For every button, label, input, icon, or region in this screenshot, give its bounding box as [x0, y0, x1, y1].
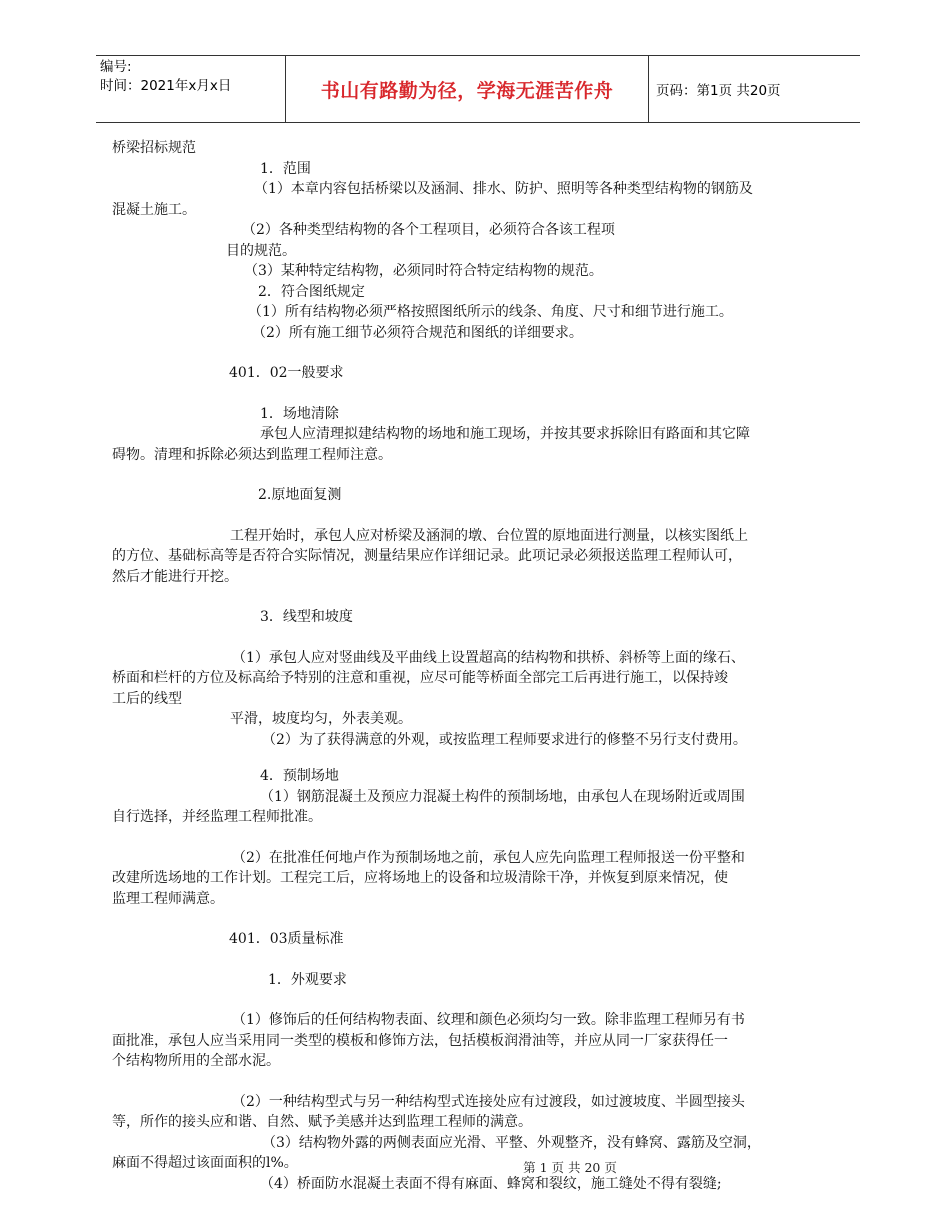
paragraph-line: 监理工程师满意。 [112, 890, 224, 907]
paragraph-line: （2）各种类型结构物的各个工程项目，必须符合各该工程项 [242, 222, 615, 238]
paragraph-line: （1）钢筋混凝土及预应力混凝土构件的预制场地，由承包人在现场附近或周围 [260, 788, 745, 805]
page-header [96, 55, 860, 123]
paragraph-line: 等，所作的接头应和谐、自然、赋予美感并达到监理工程师的满意。 [112, 1114, 532, 1130]
section-heading: 1．场地清除 [260, 405, 339, 422]
footer-page-number: 第 1 页 共 20 页 [523, 1160, 617, 1175]
doc-title: 桥梁招标规范 [112, 140, 196, 156]
section-number-heading: 401．02一般要求 [229, 365, 344, 381]
number-label: 编号: [100, 59, 132, 75]
paragraph-line: 麻面不得超过该面面积的l%。 [112, 1155, 298, 1171]
document-body [112, 138, 832, 1194]
motto-text: 书山有路勤为径，学海无涯苦作舟 [320, 79, 614, 102]
paragraph-line: （2）一种结构型式与另一种结构型式连接处应有过渡段，如过渡坡度、半圆型接头 [232, 1093, 745, 1110]
paragraph-line: 工后的线型 [112, 690, 182, 707]
section-number-heading: 401．03质量标准 [229, 931, 344, 947]
header-motto-cell [285, 56, 649, 122]
paragraph-line: 桥面和栏杆的方位及标高给予特别的注意和重视，应尽可能等桥面全部完工后再进行施工，以保持竣 [112, 670, 728, 686]
paragraph-line: （1）所有结构物必须严格按照图纸所示的线条、角度、尺寸和细节进行施工。 [248, 304, 733, 320]
section-heading: 4．预制场地 [260, 768, 339, 784]
section-heading: 2.原地面复测 [258, 487, 342, 503]
section-heading: 2．符合图纸规定 [258, 283, 365, 300]
paragraph-line: （2）所有施工细节必须符合规范和图纸的详细要求。 [252, 324, 583, 341]
paragraph-line: 工程开始时，承包人应对桥梁及涵洞的墩、台位置的原地面进行测量，以核实图纸上 [230, 527, 748, 544]
paragraph-line: 然后才能进行开挖。 [112, 568, 238, 585]
paragraph-line: 个结构物所用的全部水泥。 [112, 1053, 280, 1069]
paragraph-line: （2）为了获得满意的外观，或按监理工程师要求进行的修整不另行支付费用。 [262, 731, 747, 748]
paragraph-line: （1）本章内容包括桥梁以及涵洞、排水、防护、照明等各种类型结构物的钢筋及 [254, 181, 753, 197]
paragraph-line: （1）修饰后的任何结构物表面、纹理和颜色必须均匀一致。除非监理工程师另有书 [232, 1012, 745, 1028]
paragraph-line: 改建所选场地的工作计划。工程完工后，应将场地上的设备和垃圾清除干净，并恢复到原来情况，使 [112, 870, 728, 886]
section-heading: 3．线型和坡度 [260, 609, 353, 625]
paragraph-line: 平滑，坡度均匀，外表美观。 [230, 711, 412, 727]
paragraph-line: 碍物。清理和拆除必须达到监理工程师注意。 [112, 446, 392, 463]
section-heading: 1．外观要求 [268, 971, 347, 988]
paragraph-line: （3）结构物外露的两侧表面应光滑、平整、外观整齐，没有蜂窝、露筋及空洞， [262, 1134, 761, 1151]
paragraph-line: 的方位、基础标高等是否符合实际情况，测量结果应作详细记录。此项记录必须报送监理工程师认可， [112, 548, 742, 564]
paragraph-line: （4）桥面防水混凝土表面不得有麻面、蜂窝和裂纹，施工缝处不得有裂缝; [260, 1175, 722, 1192]
page-footer [0, 1158, 950, 1176]
paragraph-line: （1）承包人应对竖曲线及平曲线上设置超高的结构物和拱桥、斜桥等上面的缘石、 [232, 649, 745, 666]
header-meta [100, 58, 231, 96]
page-info: 页码：第1页 共20页 [656, 83, 781, 99]
paragraph-line: 自行选择，并经监理工程师批准。 [112, 809, 322, 825]
paragraph-line: 承包人应清理拟建结构物的场地和施工现场，并按其要求拆除旧有路面和其它障 [260, 426, 750, 442]
paragraph-line: （2）在批准任何地卢作为预制场地之前，承包人应先向监理工程师报送一份平整和 [232, 849, 745, 866]
section-heading: 1．范围 [260, 160, 311, 177]
paragraph-line: （3）某种特定结构物，必须同时符合特定结构物的规范。 [244, 263, 603, 279]
paragraph-line: 目的规范。 [226, 242, 296, 259]
paragraph-line: 混凝土施工。 [112, 201, 196, 218]
paragraph-line: 面批准，承包人应当采用同一类型的模板和修饰方法，包括模板润滑油等，并应从同一厂家获得任一 [112, 1032, 728, 1049]
time-label: 时间：2021年x月x日 [100, 78, 232, 94]
